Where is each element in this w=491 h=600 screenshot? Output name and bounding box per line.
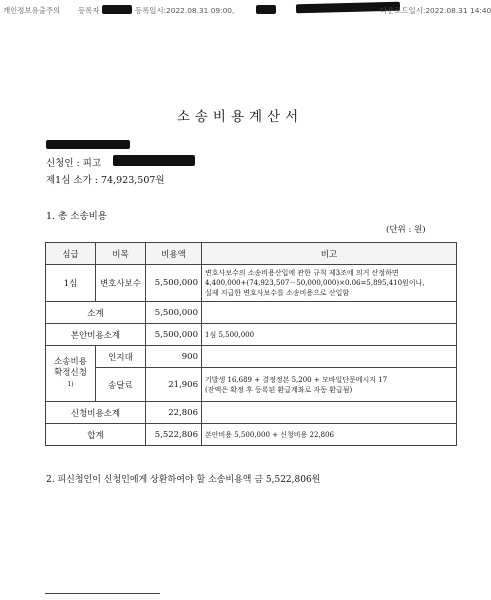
total-label: 합계	[46, 424, 146, 446]
stamp-amount: 900	[146, 346, 202, 368]
main-subtotal-remark: 1심 5,500,000	[202, 324, 457, 346]
document-title: 소송비용계산서	[176, 109, 304, 125]
main-subtotal-label: 본안비용소계	[46, 324, 146, 346]
header-amount: 비용액	[146, 243, 202, 265]
table-row	[46, 324, 457, 346]
row1-remark	[202, 265, 457, 302]
main-subtotal-amount: 5,500,000	[146, 324, 202, 346]
table-row	[46, 265, 457, 302]
header-instance: 심급	[46, 243, 96, 265]
table-row	[46, 402, 457, 424]
application-subtotal-amount: 22,806	[146, 402, 202, 424]
table-row	[46, 302, 457, 324]
row1-amount: 5,500,000	[146, 265, 202, 302]
delivery-remark	[202, 368, 457, 402]
table-row	[46, 424, 457, 446]
subtotal-amount: 5,500,000	[146, 302, 202, 324]
download-header	[0, 0, 491, 20]
row1-instance: 1심	[46, 265, 96, 302]
delivery-label: 송달료	[96, 368, 146, 402]
registered-datetime: 등록일시:2022.08.31 09:00,	[135, 6, 235, 15]
total-remark: 본안비용 5,500,000 + 신청비용 22,806	[202, 424, 457, 446]
privacy-warning: 개인정보유출주의	[3, 6, 61, 15]
table-row	[46, 368, 457, 402]
application-subtotal-remark	[202, 402, 457, 424]
download-datetime: 다운로드일시:2022.08.31 14:40	[380, 6, 491, 15]
redaction-bar	[256, 5, 276, 14]
remark-line: 변호사보수의 소송비용산입에 관한 규칙 제3조에 의거 산정하면	[205, 269, 399, 277]
remark-line: 기발생 16,689 + 결정정본 5,200 + 모바일단문메시지 17	[205, 375, 388, 384]
remark-line: 실제 지급한 변호사보수를 소송비용으로 산입함	[205, 289, 350, 297]
subtotal-label: 소계	[46, 302, 146, 324]
unit-label: (단위 : 원)	[386, 225, 426, 235]
section-2-heading: 2. 피신청인이 신청인에게 상환하여야 할 소송비용액 금 5,522,806원	[46, 475, 321, 485]
remark-line: 4,400,000+(74,923,507－50,000,000)×0.06=5,895,410원이나,	[205, 279, 425, 287]
applicant-line	[46, 155, 101, 169]
redaction-bar	[46, 140, 130, 149]
redaction-bar	[102, 5, 132, 14]
cost-table	[45, 242, 457, 446]
header-remark: 비고	[202, 243, 457, 265]
footnote-divider	[45, 593, 160, 594]
row1-item: 변호사보수	[96, 265, 146, 302]
registrant-label: 등록자	[78, 6, 100, 15]
table-row	[46, 346, 457, 368]
confirm-group-label: 소송비용 확정신청 1)	[46, 346, 96, 402]
applicant-label: 신청인 : 피고	[46, 158, 102, 169]
stamp-remark	[202, 346, 457, 368]
stamp-label: 인지대	[96, 346, 146, 368]
remark-line: (잔액은 확정 후 등록된 환급계좌로 자동 환급됨)	[205, 385, 353, 394]
claim-amount: 제1심 소가 : 74,923,507원	[46, 175, 165, 186]
application-subtotal-label: 신청비용소계	[46, 402, 146, 424]
subtotal-remark	[202, 302, 457, 324]
total-amount: 5,522,806	[146, 424, 202, 446]
section-1-heading: 1. 총 소송비용	[46, 211, 107, 222]
header-item: 비목	[96, 243, 146, 265]
delivery-amount: 21,906	[146, 368, 202, 402]
redaction-bar	[113, 155, 195, 166]
